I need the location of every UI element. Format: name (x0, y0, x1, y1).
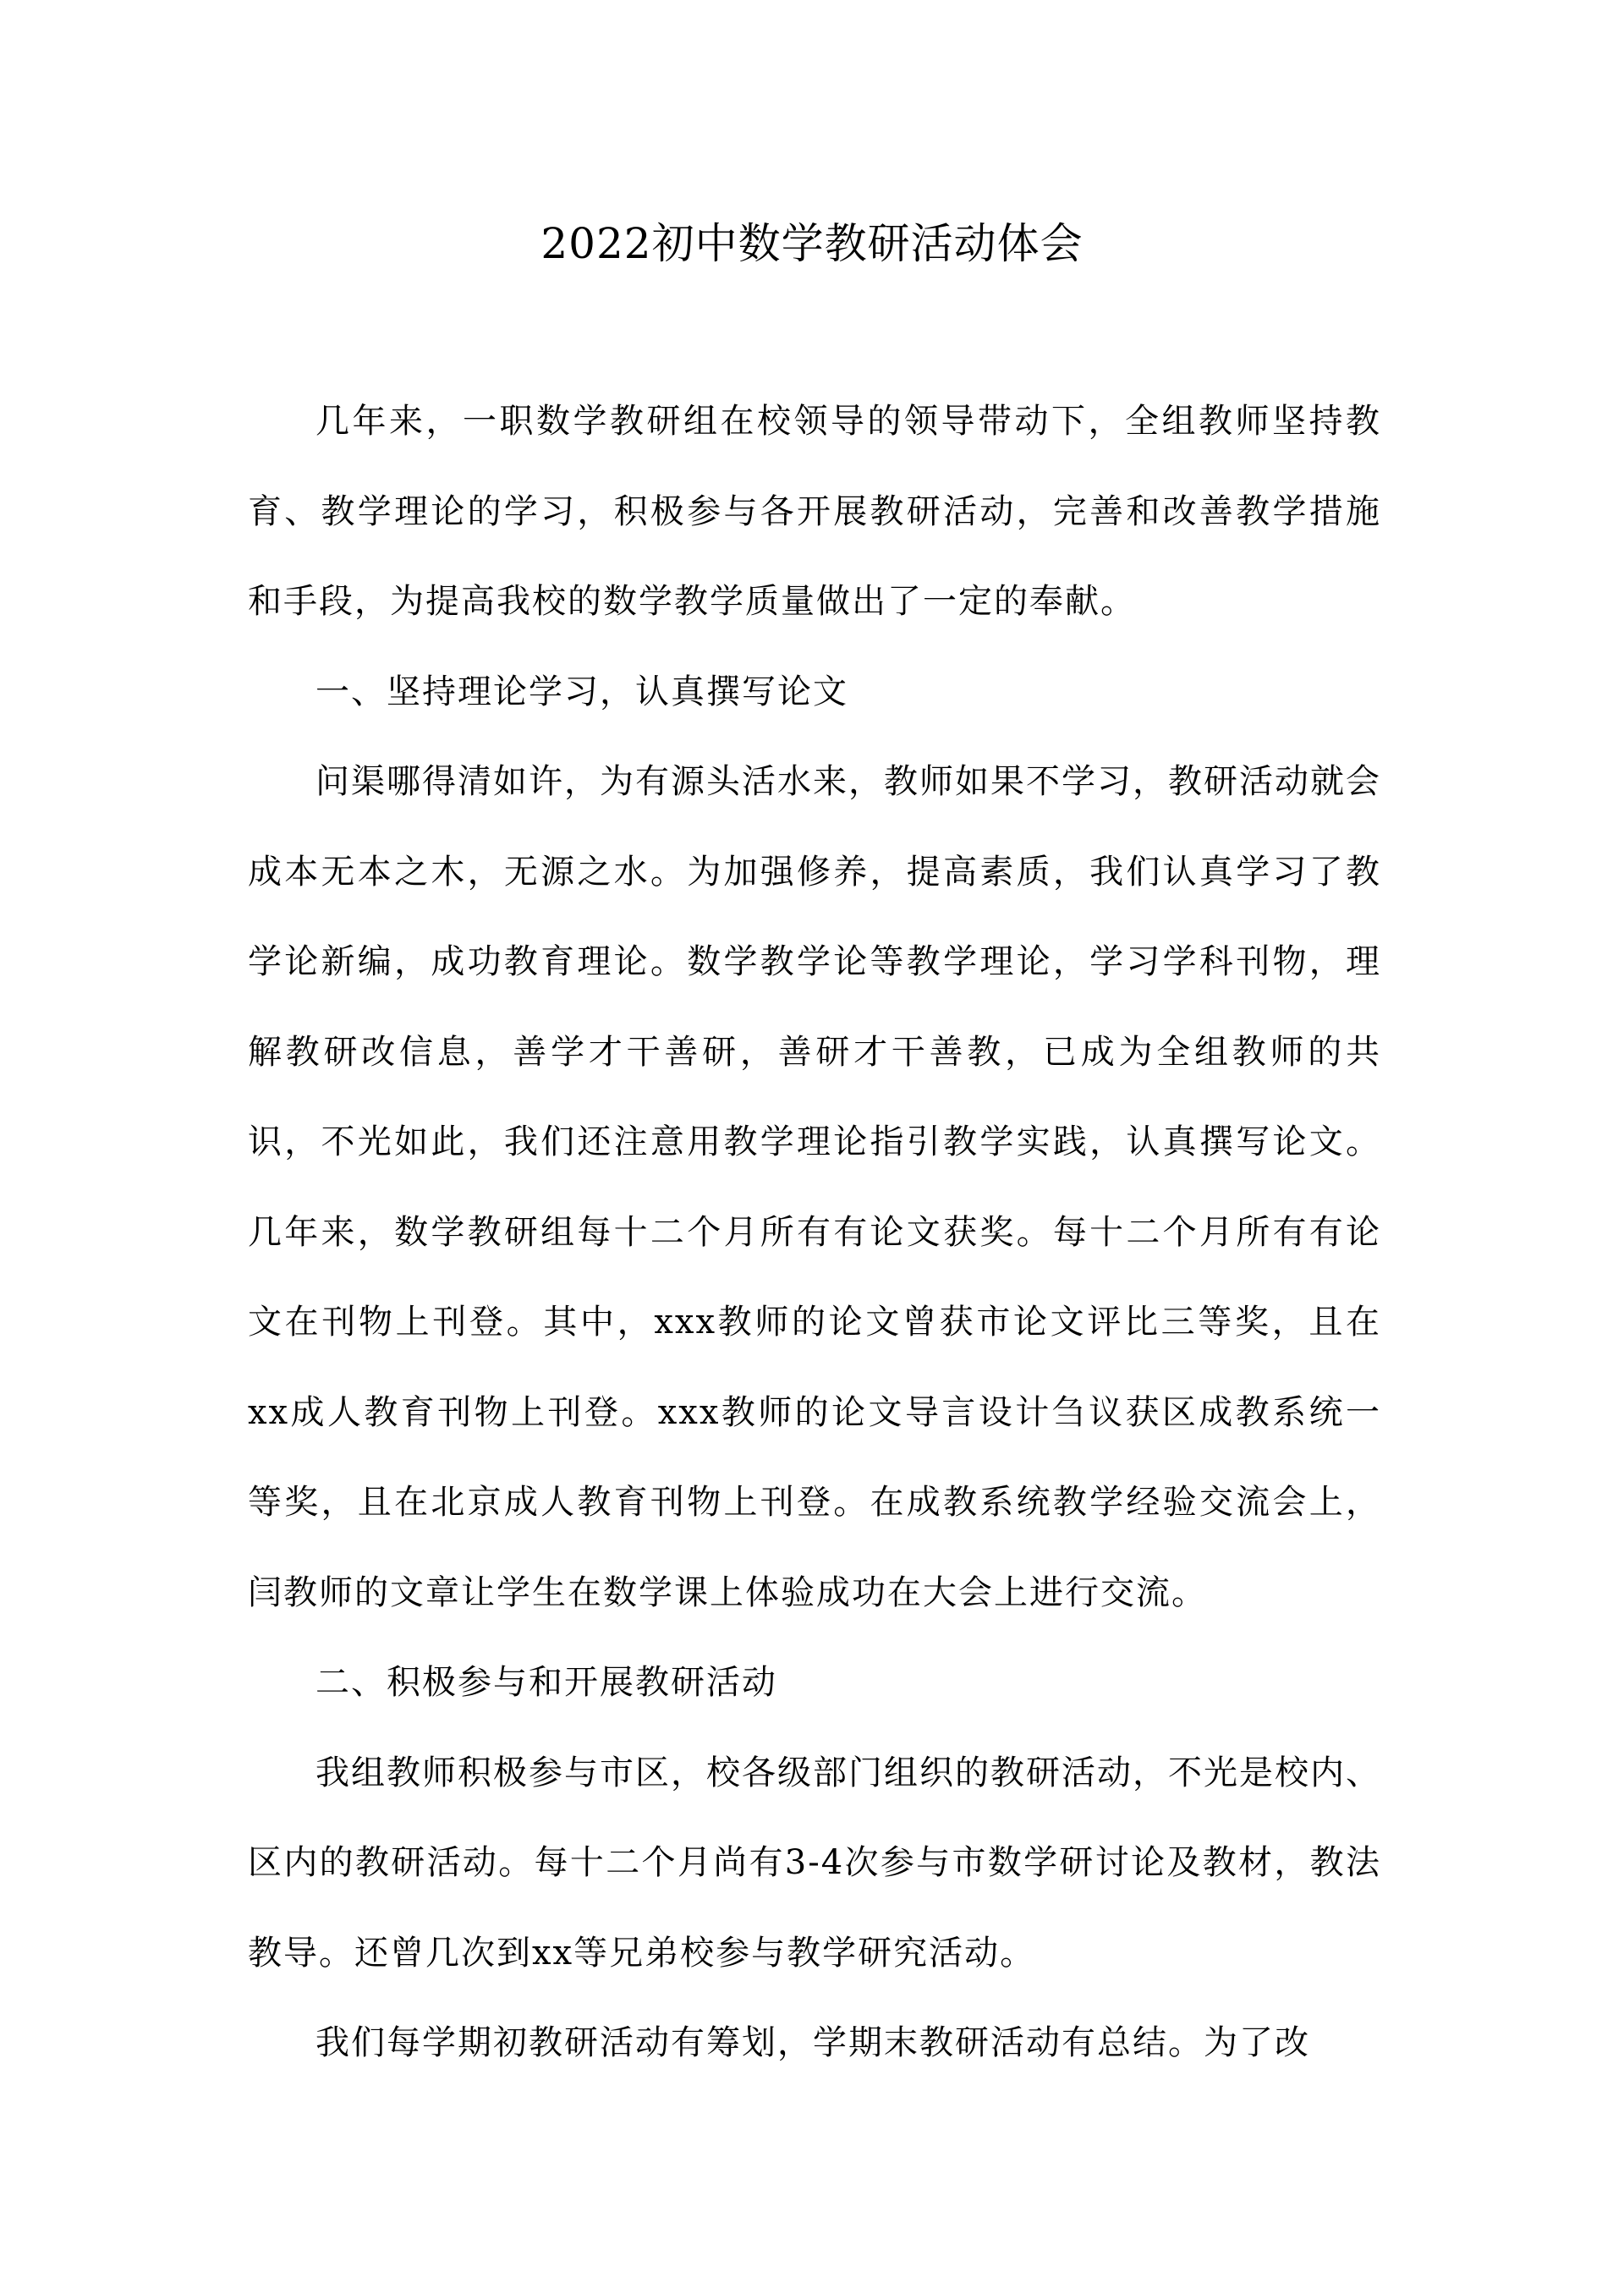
section-heading-1: 一、坚持理论学习，认真撰写论文 (315, 672, 848, 711)
paragraph-semester-planning: 我们每学期初教研活动有筹划，学期末教研活动有总结。为了改 (315, 2023, 1310, 2062)
section-heading-2: 二、积极参与和开展教研活动 (315, 1663, 777, 1702)
paragraph-research-activities: 我组教师积极参与市区，校各级部门组织的教研活动，不光是校内、区内的教研活动。每十二个月尚有3-4次参与市数学研讨论及教材，教法教导。还曾几次到xx等兄弟校参与教学研究活动。 (248, 1753, 1381, 1973)
document-body (248, 376, 1381, 2088)
paragraph-intro: 几年来，一职数学教研组在校领导的领导带动下，全组教师坚持教育、教学理论的学习，积极参与各开展教研活动，完善和改善教学措施和手段，为提高我校的数学教学质量做出了一定的奉献。 (248, 402, 1381, 621)
paragraph-theory-study: 问渠哪得清如许，为有源头活水来，教师如果不学习，教研活动就会成本无本之木，无源之水。为加强修养，提高素质，我们认真学习了教学论新编，成功教育理论。数学教学论等教学理论，学习学科刊物，理解教研改信息，善学才干善研，善研才干善教，已成为全组教师的共识，不光如此，我们还注意用教学理论指引教学实践，认真撰写论文。几年来，数学教研组每十二个月所有有论文获奖。每十二个月所有有论文在刊物上刊登。其中，xxx教师的论文曾获市论文评比三等奖，且在xx成人教育刊物上刊登。xxx教师的论文导言设计刍议获区成教系统一等奖，且在北京成人教育刊物上刊登。在成教系统教学经验交流会上，闫教师的文章让学生在数学课上体验成功在大会上进行交流。 (248, 762, 1381, 1612)
document-title: 2022初中数学教研活动体会 (540, 219, 1084, 268)
